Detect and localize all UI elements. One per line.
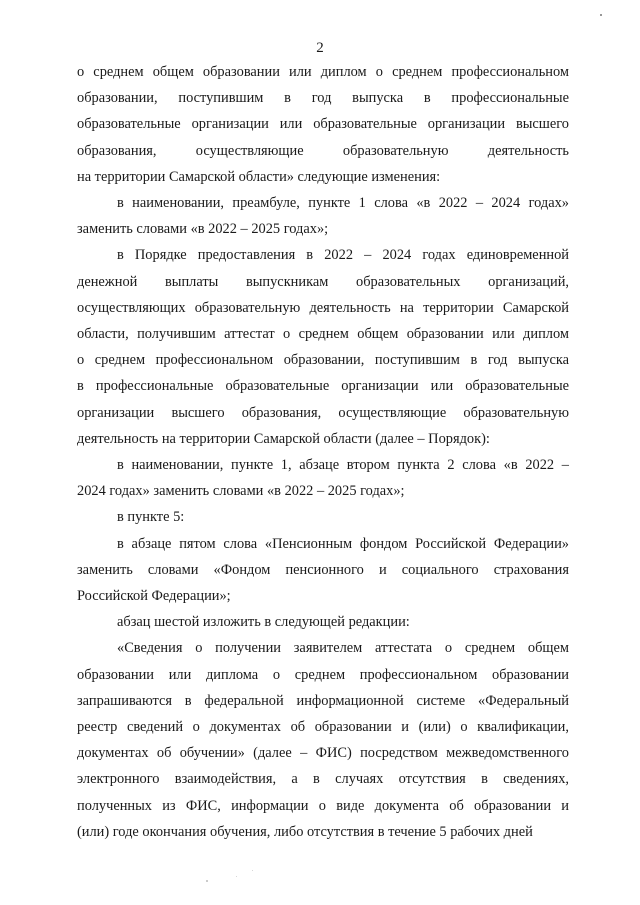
text-line: области, получившим аттестат о среднем общем образовании или диплом [77, 326, 569, 343]
text-line: о среднем профессиональном образовании, поступившим в год выпуска [77, 352, 569, 369]
page-number: 2 [316, 40, 324, 56]
text-line: абзац шестой изложить в следующей редакции: [117, 614, 410, 631]
text-line: образования, осуществляющие образовательную деятельность [77, 142, 569, 159]
text-line: Российской Федерации»; [77, 588, 231, 605]
paragraph [77, 242, 569, 452]
paragraph [77, 504, 569, 530]
text-line: 2024 годах» заменить словами «в 2022 – 2025 годах»; [77, 483, 405, 500]
paragraph [77, 635, 569, 845]
paragraph [77, 190, 569, 242]
text-line: в наименовании, преамбуле, пункте 1 слова «в 2022 – 2024 годах» [117, 195, 569, 212]
text-line: образовании, поступившим в год выпуска в профессиональные [77, 90, 569, 107]
text-line: запрашиваются в федеральной информационной системе «Федеральный [77, 692, 569, 709]
text-line: о среднем общем образовании или диплом о среднем профессиональном [77, 64, 569, 80]
text-line: (или) годе окончания обучения, либо отсутствия в течение 5 рабочих дней [77, 823, 533, 840]
document-body [77, 59, 569, 845]
text-line: в пункте 5: [117, 509, 185, 526]
text-line: полученных из ФИС, информации о виде документа об образовании и [77, 797, 569, 814]
text-line: заменить словами «в 2022 – 2025 годах»; [77, 221, 329, 238]
text-line: документах об обучении» (далее – ФИС) посредством межведомственного [77, 745, 569, 762]
paragraph [77, 452, 569, 504]
scan-speck [236, 876, 237, 877]
text-line: деятельность на территории Самарской области (далее – Порядок): [77, 430, 490, 447]
text-line: «Сведения о получении заявителем аттестата о среднем общем [117, 640, 569, 657]
text-line: на территории Самарской области» следующие изменения: [77, 168, 441, 185]
scan-speck [206, 880, 208, 882]
scan-speck [600, 14, 602, 16]
paragraph [77, 609, 569, 635]
text-line: осуществляющих образовательную деятельность на территории Самарской [77, 299, 569, 316]
paragraph [77, 59, 569, 190]
text-line: заменить словами «Фондом пенсионного и социального страхования [77, 561, 569, 578]
text-line: образовательные организации или образовательные организации высшего [77, 116, 569, 133]
scan-speck [252, 870, 253, 871]
text-line: в наименовании, пункте 1, абзаце втором пункта 2 слова «в 2022 – [117, 457, 569, 474]
text-line: образовании или диплома о среднем профессиональном образовании [77, 666, 569, 683]
text-line: в Порядке предоставления в 2022 – 2024 годах единовременной [117, 247, 569, 264]
text-line: реестр сведений о документах об образовании и (или) о квалификации, [77, 719, 569, 736]
text-line: организации высшего образования, осуществляющие образовательную [77, 404, 569, 421]
text-line: в абзаце пятом слова «Пенсионным фондом Российской Федерации» [117, 535, 569, 552]
text-line: денежной выплаты выпускникам образовательных организаций, [77, 273, 569, 290]
text-line: в профессиональные образовательные организации или образовательные [77, 378, 569, 395]
paragraph [77, 531, 569, 610]
text-line: электронного взаимодействия, а в случаях отсутствия в сведениях, [77, 771, 569, 788]
